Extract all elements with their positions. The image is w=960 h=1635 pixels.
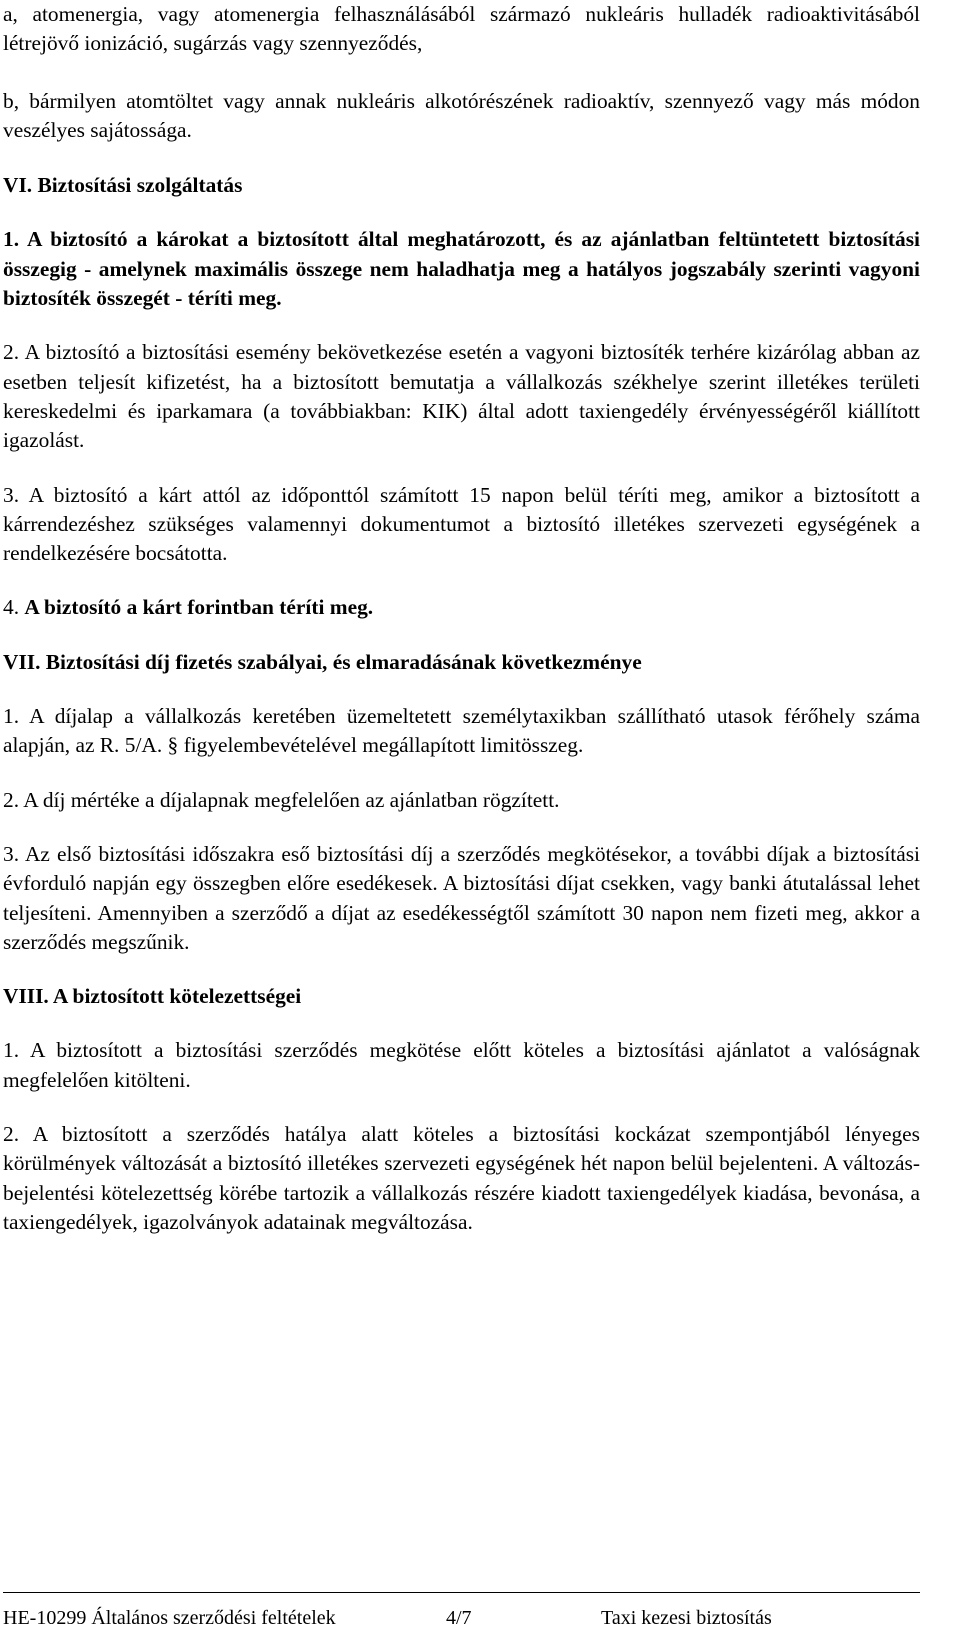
paragraph-vi-1: 1. A biztosító a károkat a biztosított által meghatározott, és az ajánlatban feltüntetett biztosítási összegig - amelynek maximális összege nem haladhatja meg a hatályos jogszabály szerinti vagyoni biztosíték összegét - téríti meg.	[3, 227, 920, 311]
footer-product-name: Taxi kezesi biztosítás	[601, 1607, 772, 1629]
section-heading-vi: VI. Biztosítási szolgáltatás	[3, 173, 243, 198]
section-heading-vii: VII. Biztosítási díj fizetés szabályai, és elmaradásának következménye	[3, 649, 642, 674]
paragraph-a: a, atomenergia, vagy atomenergia felhasználásából származó nukleáris hulladék radioaktivitásából létrejövő ionizáció, sugárzás vagy szennyeződés,	[3, 2, 920, 56]
paragraph-viii-2: 2. A biztosított a szerződés hatálya alatt köteles a biztosítási kockázat szempontjából lényeges körülmények változását a biztosító illetékes szervezeti egységének hét napon belül bejelenteni. A változás-bejelentési kötelezettség körébe tartozik a vállalkozás részére kiadott taxiengedélyek kiadása, bevonása, a taxiengedélyek, igazolványok adatainak megváltozása.	[3, 1122, 920, 1234]
paragraph-vi-4	[3, 593, 920, 622]
paragraph-vi-2: 2. A biztosító a biztosítási esemény bekövetkezése esetén a vagyoni biztosíték terhére kizárólag abban az esetben teljesít kifizetést, ha a biztosított bemutatja a vállalkozás székhelye szerint illetékes területi kereskedelmi és iparkamara (a továbbiakban: KIK) által adott taxiengedély érvényességéről kiállított igazolást.	[3, 340, 920, 453]
paragraph-vii-2: 2. A díj mértéke a díjalapnak megfelelően az ajánlatban rögzített.	[3, 787, 560, 812]
paragraph-vi-4-number: 4.	[3, 595, 25, 620]
paragraph-vii-3: 3. Az első biztosítási időszakra eső biztosítási díj a szerződés megkötésekor, a további díjak a biztosítási évforduló napján egy összegben előre esedékesek. A biztosítási díjat csekken, vagy banki átutalással lehet teljesíteni. Amennyiben a szerződő a díjat az esedékességtől számított 30 napon nem fizeti meg, akkor a szerződés megszűnik.	[3, 841, 920, 954]
section-heading-viii: VIII. A biztosított kötelezettségei	[3, 984, 302, 1009]
paragraph-viii-1: 1. A biztosított a biztosítási szerződés megkötése előtt köteles a biztosítási ajánlatot a valóságnak megfelelően kitölteni.	[3, 1038, 920, 1092]
paragraph-vi-4-text: A biztosító a kárt forintban téríti meg.	[24, 595, 374, 620]
paragraph-b: b, bármilyen atomtöltet vagy annak nukleáris alkotórészének radioaktív, szennyező vagy más módon veszélyes sajátossága.	[3, 88, 920, 142]
paragraph-vii-1: 1. A díjalap a vállalkozás keretében üzemeltetett személytaxikban szállítható utasok férőhely száma alapján, az R. 5/A. § figyelembevételével megállapított limitösszeg.	[3, 704, 920, 758]
paragraph-vi-3: 3. A biztosító a kárt attól az időponttól számított 15 napon belül téríti meg, amikor a biztosított a kárrendezéshez szükséges valamennyi dokumentumot a biztosító illetékes szervezeti egységének a rendelkezésére bocsátotta.	[3, 482, 920, 566]
page-footer	[3, 1605, 920, 1635]
document-body	[3, 0, 920, 1237]
footer-page-number: 4/7	[446, 1607, 472, 1629]
footer-document-id: HE-10299 Általános szerződési feltételek	[3, 1607, 336, 1629]
footer-divider	[3, 1592, 920, 1593]
